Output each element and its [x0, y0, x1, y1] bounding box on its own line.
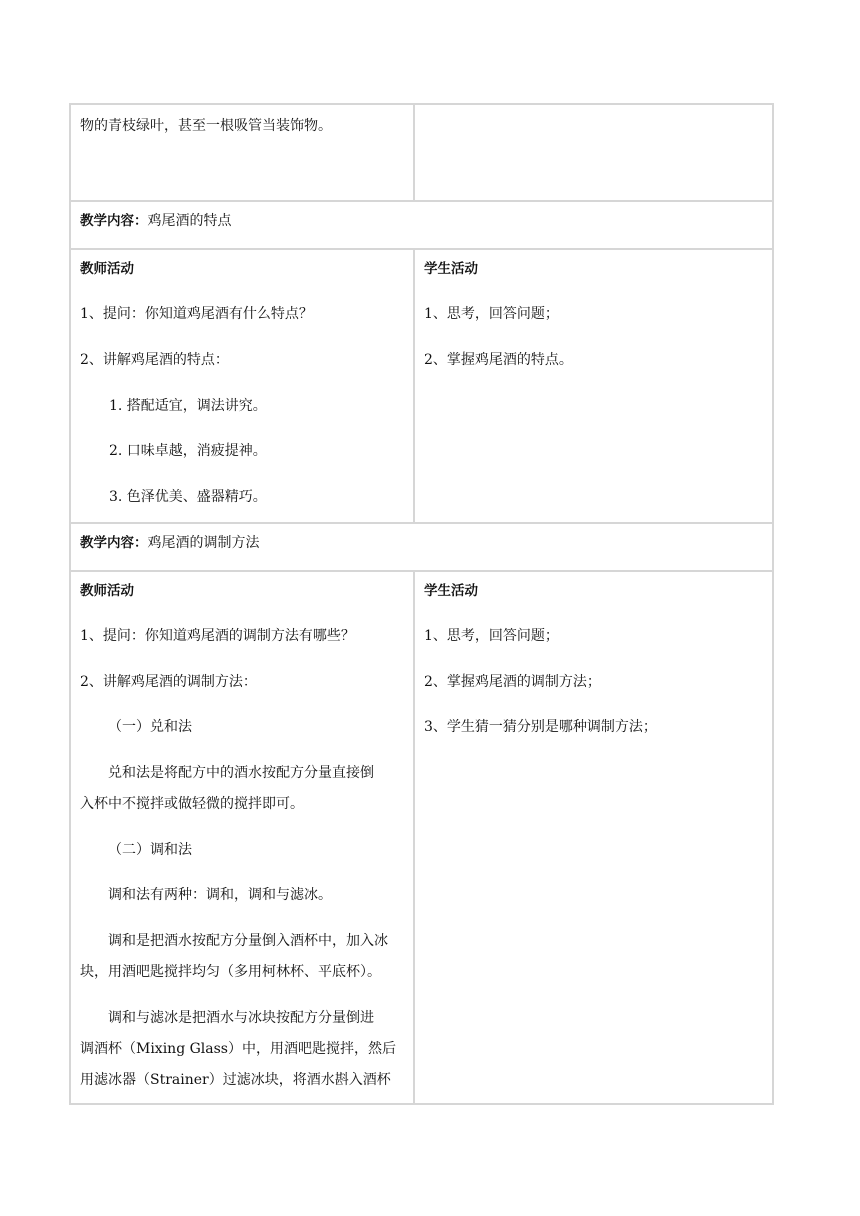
lesson-plan-table — [69, 103, 774, 1105]
continuation-right-cell — [415, 105, 772, 200]
section1-teacher-header: 教师活动 — [80, 261, 134, 277]
section1-student-header: 学生活动 — [424, 261, 478, 277]
section1-teacher-item: 3. 色泽优美、盛器精巧。 — [109, 489, 267, 505]
section2-teacher-item: 块，用酒吧匙搅拌均匀（多用柯林杯、平底杯）。 — [80, 964, 381, 980]
section2-teacher-item: 入杯中不搅拌或做轻微的搅拌即可。 — [80, 796, 304, 812]
section2-content-cell — [71, 524, 772, 570]
section1-teacher-item: 2. 口味卓越，消疲提神。 — [109, 443, 267, 459]
section2-teacher-item: 2、讲解鸡尾酒的调制方法： — [80, 674, 257, 690]
section1-activities-row — [71, 250, 772, 524]
section1-content-line — [80, 211, 232, 231]
section1-content-label: 教学内容： — [80, 213, 148, 229]
section2-student-header: 学生活动 — [424, 583, 478, 599]
section2-teacher-item: （二）调和法 — [108, 842, 192, 858]
section2-teacher-header: 教师活动 — [80, 583, 134, 599]
section1-student-item: 2、掌握鸡尾酒的特点。 — [424, 352, 573, 368]
section2-student-item: 3、学生猜一猜分别是哪种调制方法； — [424, 719, 657, 735]
section2-student-item: 2、掌握鸡尾酒的调制方法； — [424, 674, 601, 690]
section2-teacher-item: 调和是把酒水按配方分量倒入酒杯中，加入冰 — [108, 933, 388, 949]
section2-teacher-cell — [71, 572, 415, 1103]
section1-teacher-item: 1. 搭配适宜，调法讲究。 — [109, 398, 267, 414]
section1-content-cell — [71, 202, 772, 248]
continuation-text: 物的青枝绿叶，甚至一根吸管当装饰物。 — [80, 118, 332, 134]
section1-student-cell — [415, 250, 772, 522]
section1-student-item: 1、思考，回答问题； — [424, 306, 559, 322]
section2-content-value: 鸡尾酒的调制方法 — [147, 535, 260, 551]
section2-activities-row — [71, 572, 772, 1103]
continuation-row — [71, 105, 772, 202]
section2-teacher-item: 调和法有两种：调和，调和与滤冰。 — [108, 887, 332, 903]
section2-teacher-item: 1、提问：你知道鸡尾酒的调制方法有哪些？ — [80, 628, 355, 644]
section2-content-line — [80, 533, 260, 553]
section2-student-item: 1、思考，回答问题； — [424, 628, 559, 644]
section1-teacher-item: 1、提问：你知道鸡尾酒有什么特点？ — [80, 306, 313, 322]
continuation-left-cell — [71, 105, 415, 200]
section2-teacher-item: 兑和法是将配方中的酒水按配方分量直接倒 — [108, 765, 374, 781]
section1-content-value: 鸡尾酒的特点 — [147, 213, 232, 229]
section2-content-row — [71, 524, 772, 572]
section1-teacher-cell — [71, 250, 415, 522]
section2-student-cell — [415, 572, 772, 1103]
section2-teacher-item: 调和与滤冰是把酒水与冰块按配方分量倒进 — [108, 1010, 374, 1026]
section2-content-label: 教学内容： — [80, 535, 148, 551]
section1-content-row — [71, 202, 772, 250]
section2-teacher-item: 用滤冰器（Strainer）过滤冰块，将酒水斟入酒杯 — [80, 1072, 391, 1088]
section1-teacher-item: 2、讲解鸡尾酒的特点： — [80, 352, 229, 368]
section2-teacher-item: 调酒杯（Mixing Glass）中，用酒吧匙搅拌，然后 — [80, 1041, 396, 1057]
section2-teacher-item: （一）兑和法 — [108, 719, 192, 735]
